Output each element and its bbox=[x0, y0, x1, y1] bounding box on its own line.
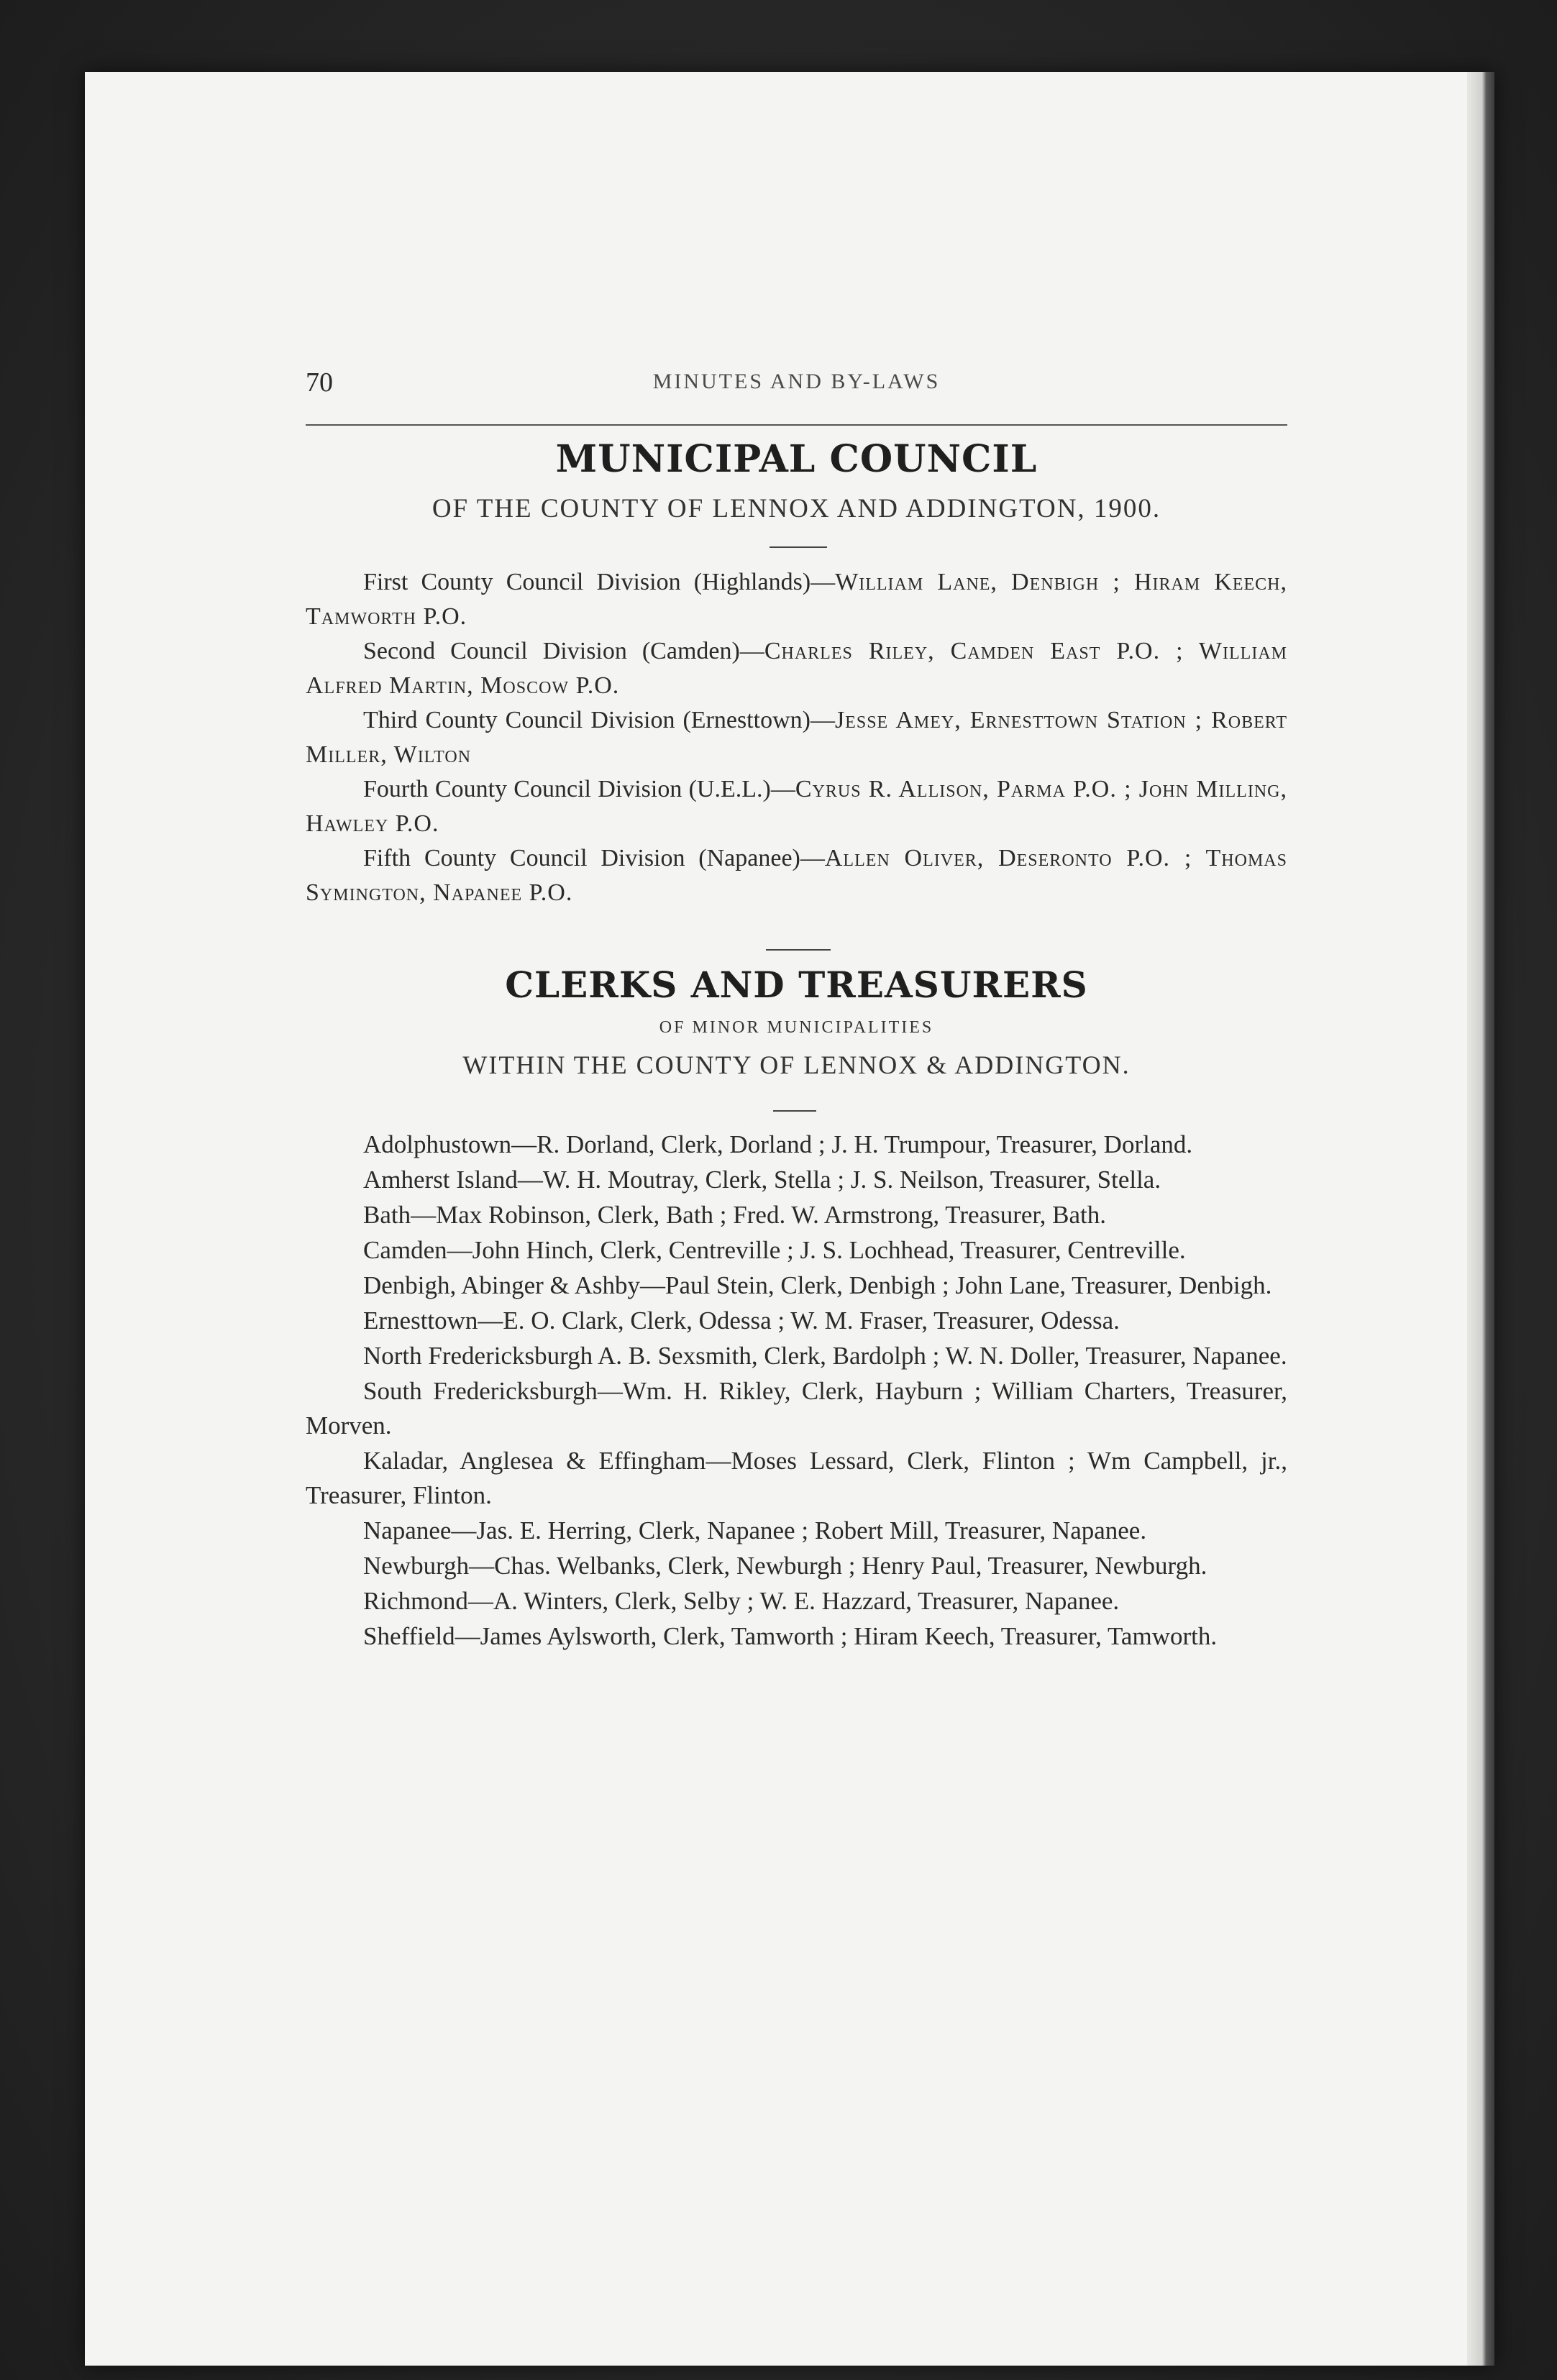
division-members: Charles Riley, Camden East P.O. ; William Alfred Martin, Moscow P.O. bbox=[306, 638, 1287, 699]
header-rule bbox=[306, 424, 1287, 426]
municipality-entry: Denbigh, Abinger & Ashby—Paul Stein, Clerk, Denbigh ; John Lane, Treasurer, Denbigh. bbox=[363, 1271, 1272, 1299]
division-name: Second Council Division (Camden)— bbox=[363, 638, 764, 664]
running-head: MINUTES AND BY-LAWS bbox=[652, 370, 941, 393]
municipality-entry: North Fredericksburgh A. B. Sexsmith, Clerk, Bardolph ; W. N. Doller, Treasurer, Napanee. bbox=[363, 1342, 1287, 1370]
municipality-entry: Bath—Max Robinson, Clerk, Bath ; Fred. W. Armstrong, Treasurer, Bath. bbox=[363, 1201, 1107, 1229]
municipality-entry: Camden—John Hinch, Clerk, Centreville ; J. S. Lochhead, Treasurer, Centreville. bbox=[363, 1236, 1186, 1264]
division-members: Jesse Amey, Ernesttown Station ; Robert Miller, Wilton bbox=[306, 707, 1288, 768]
division-members: Allen Oliver, Deseronto P.O. ; Thomas Symington, Napanee P.O. bbox=[306, 845, 1287, 906]
division-entry bbox=[306, 565, 1287, 634]
council-subtitle: OF THE COUNTY OF LENNOX AND ADDINGTON, 1900. bbox=[432, 494, 1161, 523]
division-name: First County Council Division (Highlands)— bbox=[363, 569, 836, 595]
municipality-entry: Newburgh—Chas. Welbanks, Clerk, Newburgh ; Henry Paul, Treasurer, Newburgh. bbox=[363, 1552, 1207, 1580]
clerks-divider bbox=[773, 1110, 816, 1112]
municipality-entry: Ernesttown—E. O. Clark, Clerk, Odessa ; W. M. Fraser, Treasurer, Odessa. bbox=[363, 1306, 1120, 1335]
division-entry bbox=[306, 841, 1287, 910]
municipality-entry: Richmond—A. Winters, Clerk, Selby ; W. E. Hazzard, Treasurer, Napanee. bbox=[363, 1587, 1120, 1615]
municipality-entry: Adolphustown—R. Dorland, Clerk, Dorland ; J. H. Trumpour, Treasurer, Dorland. bbox=[363, 1130, 1193, 1158]
municipality-entry: Amherst Island—W. H. Moutray, Clerk, Stella ; J. S. Neilson, Treasurer, Stella. bbox=[363, 1166, 1161, 1194]
division-entry bbox=[306, 703, 1287, 772]
division-entry bbox=[306, 634, 1287, 703]
page-number: 70 bbox=[306, 367, 333, 398]
page-header bbox=[306, 367, 1287, 403]
division-entry bbox=[306, 772, 1287, 841]
page-edge bbox=[1467, 72, 1494, 2366]
clerks-subtitle-small: OF MINOR MUNICIPALITIES bbox=[659, 1018, 934, 1037]
municipality-entry: Napanee—Jas. E. Herring, Clerk, Napanee ; Robert Mill, Treasurer, Napanee. bbox=[363, 1516, 1147, 1544]
division-name: Fourth County Council Division (U.E.L.)— bbox=[363, 776, 795, 802]
division-name: Fifth County Council Division (Napanee)— bbox=[363, 845, 825, 871]
council-title: MUNICIPAL COUNCIL bbox=[555, 437, 1038, 481]
municipality-entry: Kaladar, Anglesea & Effingham—Moses Lessard, Clerk, Flinton ; Wm Campbell, jr., Treasurer, Flinton. bbox=[306, 1447, 1287, 1509]
clerks-title: CLERKS AND TREASURERS bbox=[505, 964, 1088, 1006]
council-divisions bbox=[306, 565, 1287, 910]
clerks-list bbox=[306, 1127, 1287, 1654]
council-divider bbox=[770, 546, 827, 548]
division-members: Cyrus R. Allison, Parma P.O. ; John Milling, Hawley P.O. bbox=[306, 776, 1287, 837]
municipality-entry: South Fredericksburgh—Wm. H. Rikley, Clerk, Hayburn ; William Charters, Treasurer, Morven. bbox=[306, 1377, 1287, 1440]
division-name: Third County Council Division (Ernesttown)— bbox=[363, 707, 835, 733]
municipality-entry: Sheffield—James Aylsworth, Clerk, Tamworth ; Hiram Keech, Treasurer, Tamworth. bbox=[363, 1622, 1218, 1650]
section-divider bbox=[766, 949, 831, 951]
clerks-subtitle-large: WITHIN THE COUNTY OF LENNOX & ADDINGTON. bbox=[462, 1051, 1131, 1079]
division-members: William Lane, Denbigh ; Hiram Keech, Tamworth P.O. bbox=[306, 569, 1287, 630]
